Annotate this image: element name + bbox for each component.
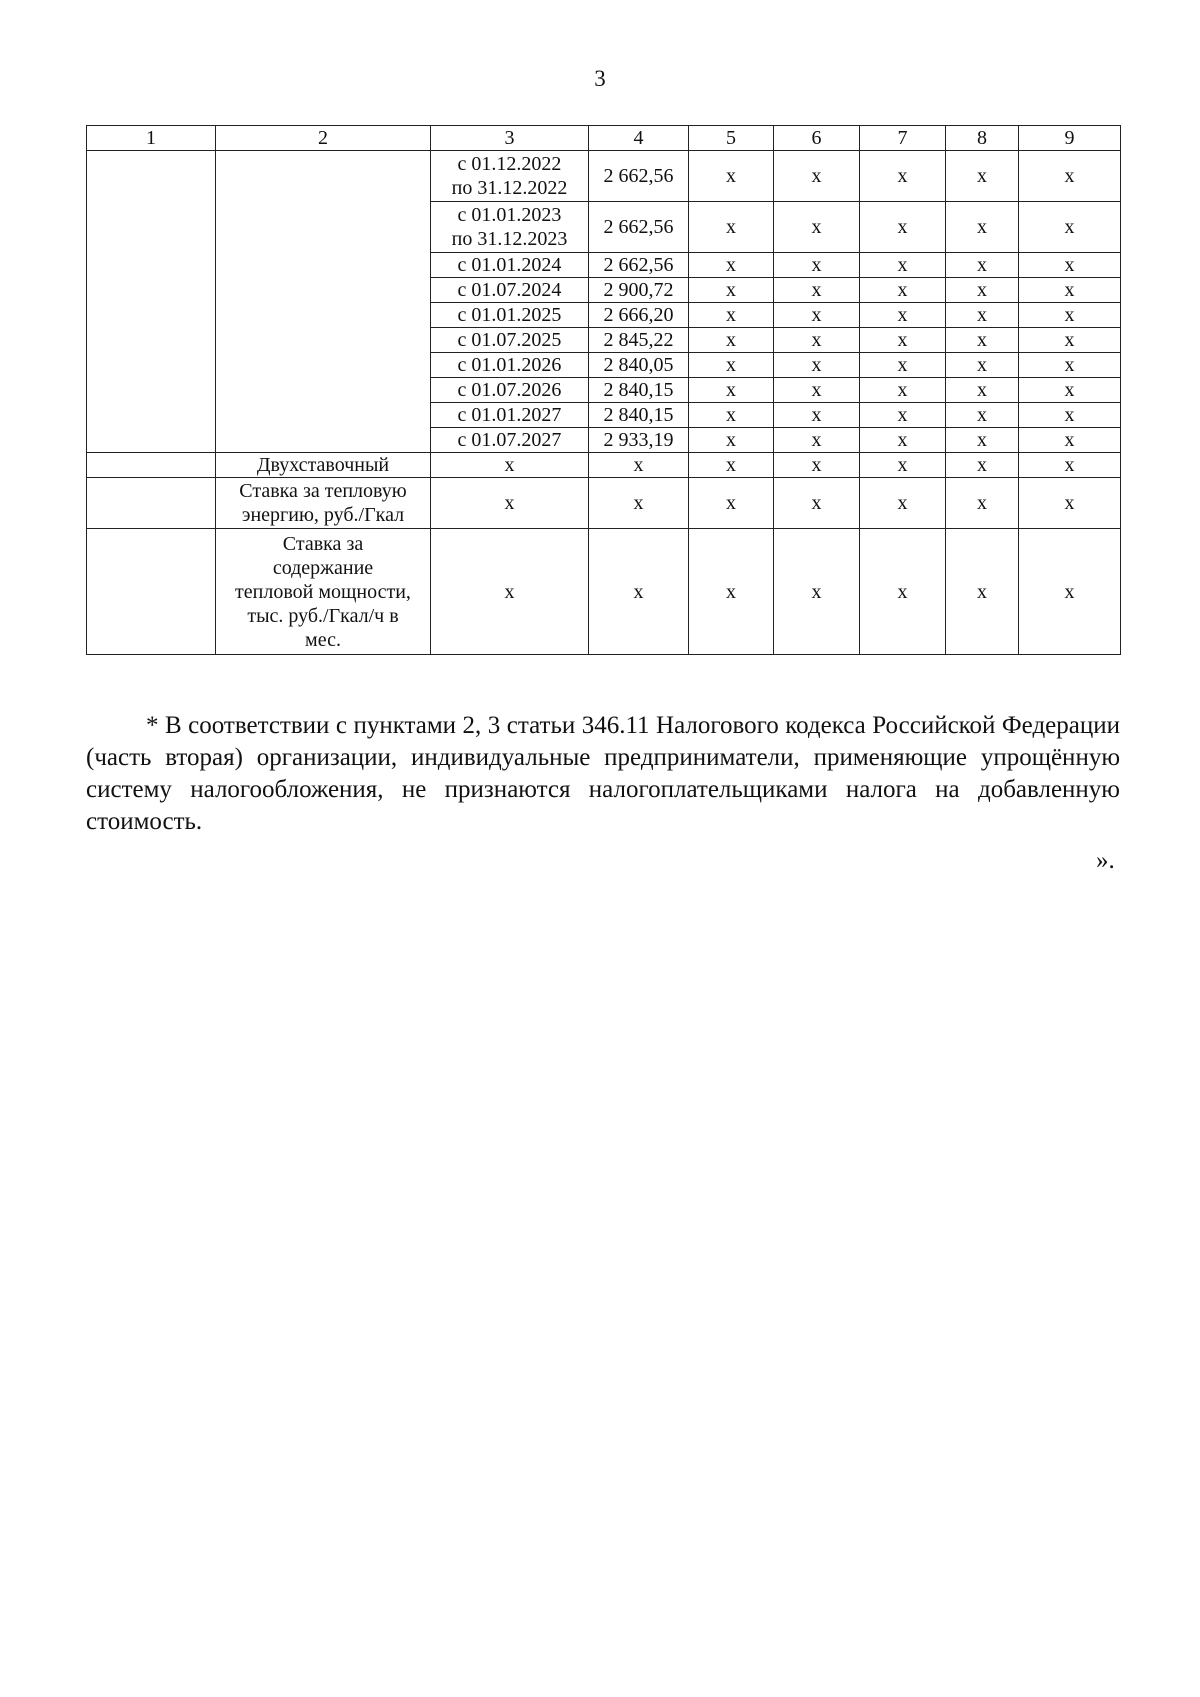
table-cell: x	[946, 151, 1019, 202]
table-cell: x	[431, 478, 589, 529]
table-cell: x	[589, 478, 689, 529]
table-row	[87, 529, 1121, 655]
closing-quote-mark: ».	[1096, 847, 1115, 874]
table-row	[87, 478, 1121, 529]
rate-name-cell	[216, 478, 431, 529]
cell-line: тыс. руб./Гкал/ч в	[247, 604, 399, 627]
table-cell: x	[860, 403, 946, 428]
table-cell: x	[689, 428, 774, 453]
price-cell: 2 662,56	[589, 253, 689, 278]
col2-empty-cell	[216, 151, 431, 453]
table-cell: x	[946, 453, 1019, 478]
table-cell: x	[689, 353, 774, 378]
table-cell: x	[946, 529, 1019, 655]
price-cell: 2 662,56	[589, 202, 689, 253]
col1-empty-cell	[87, 478, 216, 529]
cell-line: содержание	[272, 556, 374, 579]
col1-empty-cell	[87, 529, 216, 655]
period-cell	[431, 253, 589, 278]
table-cell: x	[589, 529, 689, 655]
cell-line: Двухставочный	[256, 454, 390, 476]
period-cell	[431, 278, 589, 303]
table-cell: x	[946, 253, 1019, 278]
price-cell: 2 840,05	[589, 353, 689, 378]
price-cell: 2 840,15	[589, 403, 689, 428]
table-cell: x	[946, 403, 1019, 428]
tariff-table	[86, 125, 1121, 655]
table-cell: x	[689, 453, 774, 478]
table-cell: x	[1019, 453, 1121, 478]
table-cell: x	[1019, 378, 1121, 403]
cell-line: с 01.07.2027	[457, 429, 562, 451]
table-cell: x	[774, 403, 860, 428]
table-cell: x	[774, 278, 860, 303]
table-cell: x	[431, 529, 589, 655]
cell-line: Ставка за тепловую	[239, 480, 407, 502]
table-cell: x	[774, 328, 860, 353]
table-cell: x	[774, 529, 860, 655]
period-cell	[431, 328, 589, 353]
col-header-7: 7	[860, 126, 946, 151]
table-cell: x	[946, 303, 1019, 328]
cell-line: с 01.01.2024	[457, 254, 562, 276]
table-cell: x	[689, 378, 774, 403]
cell-line: тепловой мощности,	[235, 580, 411, 603]
table-row	[87, 151, 1121, 202]
col-header-5: 5	[689, 126, 774, 151]
cell-line: с 01.01.2025	[457, 304, 562, 326]
period-cell	[431, 151, 589, 202]
table-cell: x	[946, 328, 1019, 353]
col-header-3: 3	[431, 126, 589, 151]
table-header-row	[87, 126, 1121, 151]
col1-empty-cell	[87, 453, 216, 478]
rate-name-cell	[216, 453, 431, 478]
table-cell: x	[946, 478, 1019, 529]
table-cell: x	[860, 303, 946, 328]
cell-line: мес.	[305, 628, 341, 651]
table-cell: x	[774, 478, 860, 529]
price-cell: 2 845,22	[589, 328, 689, 353]
table-cell: x	[774, 151, 860, 202]
cell-line: энергию, руб./Гкал	[241, 504, 405, 526]
table-cell: x	[689, 303, 774, 328]
table-cell: x	[774, 353, 860, 378]
period-cell	[431, 303, 589, 328]
table-cell: x	[1019, 353, 1121, 378]
cell-line: с 01.01.2027	[457, 404, 562, 426]
table-cell: x	[1019, 328, 1121, 353]
table-cell: x	[1019, 253, 1121, 278]
table-cell: x	[1019, 529, 1121, 655]
table-cell: x	[1019, 403, 1121, 428]
period-cell	[431, 403, 589, 428]
table-cell: x	[860, 353, 946, 378]
cell-line: с 01.07.2024	[457, 279, 562, 301]
table-cell: x	[946, 202, 1019, 253]
table-cell: x	[689, 253, 774, 278]
price-cell: 2 662,56	[589, 151, 689, 202]
table-cell: x	[774, 303, 860, 328]
table-cell: x	[689, 151, 774, 202]
table-cell: x	[946, 278, 1019, 303]
page-number: 3	[594, 66, 606, 91]
table-cell: x	[689, 403, 774, 428]
cell-line: с 01.12.2022	[457, 153, 562, 175]
table-cell: x	[689, 202, 774, 253]
table-cell: x	[774, 253, 860, 278]
cell-line: по 31.12.2023	[451, 228, 568, 250]
col-header-2: 2	[216, 126, 431, 151]
period-cell	[431, 428, 589, 453]
table-cell: x	[431, 453, 589, 478]
cell-line: с 01.07.2025	[457, 329, 562, 351]
period-cell	[431, 202, 589, 253]
cell-line: с 01.07.2026	[457, 379, 562, 401]
price-cell: 2 900,72	[589, 278, 689, 303]
cell-line: по 31.12.2022	[451, 177, 568, 199]
period-cell	[431, 378, 589, 403]
table-cell: x	[1019, 428, 1121, 453]
table-cell: x	[860, 253, 946, 278]
table-cell: x	[774, 378, 860, 403]
table-cell: x	[689, 529, 774, 655]
table-cell: x	[1019, 202, 1121, 253]
cell-line: Ставка за	[282, 532, 364, 555]
table-cell: x	[589, 453, 689, 478]
table-cell: x	[946, 353, 1019, 378]
table-cell: x	[946, 378, 1019, 403]
price-cell: 2 933,19	[589, 428, 689, 453]
table-cell: x	[860, 453, 946, 478]
table-cell: x	[860, 378, 946, 403]
table-cell: x	[774, 453, 860, 478]
table-cell: x	[1019, 278, 1121, 303]
table-cell: x	[774, 202, 860, 253]
table-cell: x	[1019, 478, 1121, 529]
price-cell: 2 840,15	[589, 378, 689, 403]
cell-line: с 01.01.2023	[457, 204, 562, 226]
table-cell: x	[689, 478, 774, 529]
price-cell: 2 666,20	[589, 303, 689, 328]
col-header-6: 6	[774, 126, 860, 151]
table-cell: x	[1019, 151, 1121, 202]
table-cell: x	[860, 529, 946, 655]
table-cell: x	[689, 278, 774, 303]
table-cell: x	[860, 202, 946, 253]
col-header-8: 8	[946, 126, 1019, 151]
table-cell: x	[1019, 303, 1121, 328]
col-header-1: 1	[87, 126, 216, 151]
table-row	[87, 453, 1121, 478]
footnote-vat: * В соответствии с пунктами 2, 3 статьи 346.11 Налогового кодекса Российской Федерации (часть вторая) организации, индивидуальные предприниматели, применяющие упрощённую систему налогообложения, не признаются налогоплательщиками налога на добавленную стоимость.	[86, 712, 1120, 835]
table-cell: x	[860, 328, 946, 353]
table-cell: x	[689, 328, 774, 353]
table-cell: x	[860, 278, 946, 303]
table-cell: x	[774, 428, 860, 453]
col1-empty-cell	[87, 151, 216, 453]
cell-line: с 01.01.2026	[457, 354, 562, 376]
table-cell: x	[860, 151, 946, 202]
rate-name-cell	[216, 529, 431, 655]
table-cell: x	[860, 478, 946, 529]
table-cell: x	[860, 428, 946, 453]
table-cell: x	[946, 428, 1019, 453]
period-cell	[431, 353, 589, 378]
col-header-4: 4	[589, 126, 689, 151]
col-header-9: 9	[1019, 126, 1121, 151]
